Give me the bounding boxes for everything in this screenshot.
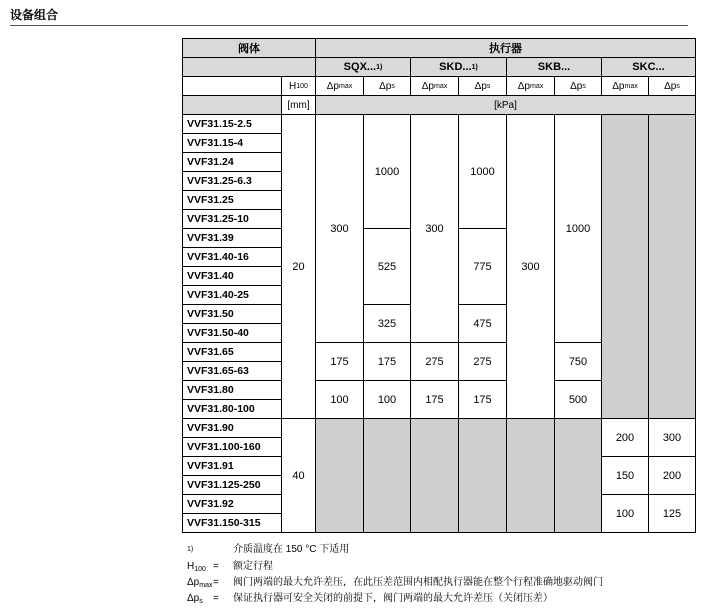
sqx-dpmax-value: 175 <box>315 342 364 381</box>
sqx-dps-value: 100 <box>363 380 411 419</box>
footnote-eq: = <box>213 577 219 588</box>
header-skc: SKC... <box>601 57 696 77</box>
header-unit-blank <box>182 95 282 115</box>
title-divider <box>10 25 688 26</box>
header-sqx: SQX... 1) <box>315 57 411 77</box>
header-skb: SKB... <box>506 57 602 77</box>
valve-name: VVF31.80-100 <box>182 399 282 419</box>
skb-dps-na <box>554 418 602 533</box>
valve-name: VVF31.150-315 <box>182 513 282 533</box>
skc-dpmax-na <box>601 114 649 419</box>
skb-dps-value: 1000 <box>554 114 602 343</box>
header-h100: H 100 <box>281 76 316 96</box>
skd-dpmax-value: 275 <box>410 342 459 381</box>
valve-name: VVF31.91 <box>182 456 282 476</box>
sqx-dps-na <box>363 418 411 533</box>
footnote-h100 <box>187 560 603 576</box>
skd-dps-value: 275 <box>458 342 507 381</box>
valve-name: VVF31.39 <box>182 228 282 248</box>
header-skb-dpmax: Δp max <box>506 76 555 96</box>
header-valve: 阀体 <box>182 38 316 58</box>
skb-dpmax-na <box>506 418 555 533</box>
footnote-dpmax <box>187 576 603 592</box>
sqx-dpmax-na <box>315 418 364 533</box>
header-skc-dps: Δp s <box>648 76 696 96</box>
header-skb-dps: Δp s <box>554 76 602 96</box>
h100-value-20: 20 <box>281 114 316 419</box>
combination-table <box>182 38 696 529</box>
valve-name: VVF31.40-25 <box>182 285 282 305</box>
footnote-eq: = <box>213 561 219 572</box>
skc-dpmax-value: 150 <box>601 456 649 495</box>
footnote-eq: = <box>213 593 219 604</box>
footnote-key: $H_{100}$ <box>187 561 206 573</box>
section-title: 设备组合 <box>10 8 59 22</box>
valve-name: VVF31.50-40 <box>182 323 282 343</box>
header-unit-kpa: [kPa] <box>315 95 696 115</box>
footnote-key: $\Delta p_s$ <box>187 593 203 605</box>
skb-dps-value: 750 <box>554 342 602 381</box>
valve-name: VVF31.24 <box>182 152 282 172</box>
sqx-dps-value: 525 <box>363 228 411 305</box>
footnote-text: 阀门两端的最大允许差压，在此压差范围内相配执行器能在整个行程准确地驱动阀门 <box>233 577 603 588</box>
valve-name: VVF31.50 <box>182 304 282 324</box>
skc-dps-value: 300 <box>648 418 696 457</box>
footnote-text: 额定行程 <box>233 561 273 572</box>
header-skd-dps: Δp s <box>458 76 507 96</box>
sqx-dpmax-value: 100 <box>315 380 364 419</box>
footnote-1 <box>187 543 603 560</box>
footnote-text: 保证执行器可安全关闭的前提下，阀门两端的最大允许差压（关闭压差） <box>233 593 553 604</box>
skd-dpmax-value: 300 <box>410 114 459 343</box>
sqx-dps-value: 175 <box>363 342 411 381</box>
valve-name: VVF31.25-6.3 <box>182 171 282 191</box>
skd-dps-value: 1000 <box>458 114 507 229</box>
sqx-dpmax-value: 300 <box>315 114 364 343</box>
footnote-key: $\Delta p_{max}$ <box>187 577 213 589</box>
header-skd: SKD... 1) <box>410 57 507 77</box>
valve-name: VVF31.65 <box>182 342 282 362</box>
skd-dps-value: 775 <box>458 228 507 305</box>
valve-name: VVF31.65-63 <box>182 361 282 381</box>
footnote-eq <box>213 543 233 560</box>
skd-dpmax-na <box>410 418 459 533</box>
footnote-text: 介质温度在 150 °C 下适用 <box>233 544 350 555</box>
valve-name: VVF31.80 <box>182 380 282 400</box>
footnote-dps <box>187 592 603 608</box>
skd-dps-na <box>458 418 507 533</box>
valve-name: VVF31.40 <box>182 266 282 286</box>
sqx-dps-value: 325 <box>363 304 411 343</box>
valve-name: VVF31.92 <box>182 494 282 514</box>
valve-name: VVF31.25 <box>182 190 282 210</box>
valve-name: VVF31.40-16 <box>182 247 282 267</box>
skc-dps-value: 125 <box>648 494 696 533</box>
skb-dps-value: 500 <box>554 380 602 419</box>
footnote-key: 1) <box>187 546 194 553</box>
valve-name: VVF31.25-10 <box>182 209 282 229</box>
skd-dps-value: 475 <box>458 304 507 343</box>
valve-name: VVF31.125-250 <box>182 475 282 495</box>
header-name-blank <box>182 76 282 96</box>
valve-name: VVF31.15-4 <box>182 133 282 153</box>
header-sqx-dps: Δp s <box>363 76 411 96</box>
skc-dpmax-value: 200 <box>601 418 649 457</box>
header-skc-dpmax: Δp max <box>601 76 649 96</box>
header-valve-blank <box>182 57 316 77</box>
valve-name: VVF31.15-2.5 <box>182 114 282 134</box>
sqx-dps-value: 1000 <box>363 114 411 229</box>
skd-dpmax-value: 175 <box>410 380 459 419</box>
header-unit-mm: [mm] <box>281 95 316 115</box>
valve-name: VVF31.90 <box>182 418 282 438</box>
skc-dps-na <box>648 114 696 419</box>
skc-dpmax-value: 100 <box>601 494 649 533</box>
h100-value-40: 40 <box>281 418 316 533</box>
header-skd-dpmax: Δp max <box>410 76 459 96</box>
skc-dps-value: 200 <box>648 456 696 495</box>
footnotes <box>187 543 603 608</box>
header-actuator: 执行器 <box>315 38 696 58</box>
header-sqx-dpmax: Δp max <box>315 76 364 96</box>
skb-dpmax-value: 300 <box>506 114 555 419</box>
skd-dps-value: 175 <box>458 380 507 419</box>
valve-name: VVF31.100-160 <box>182 437 282 457</box>
